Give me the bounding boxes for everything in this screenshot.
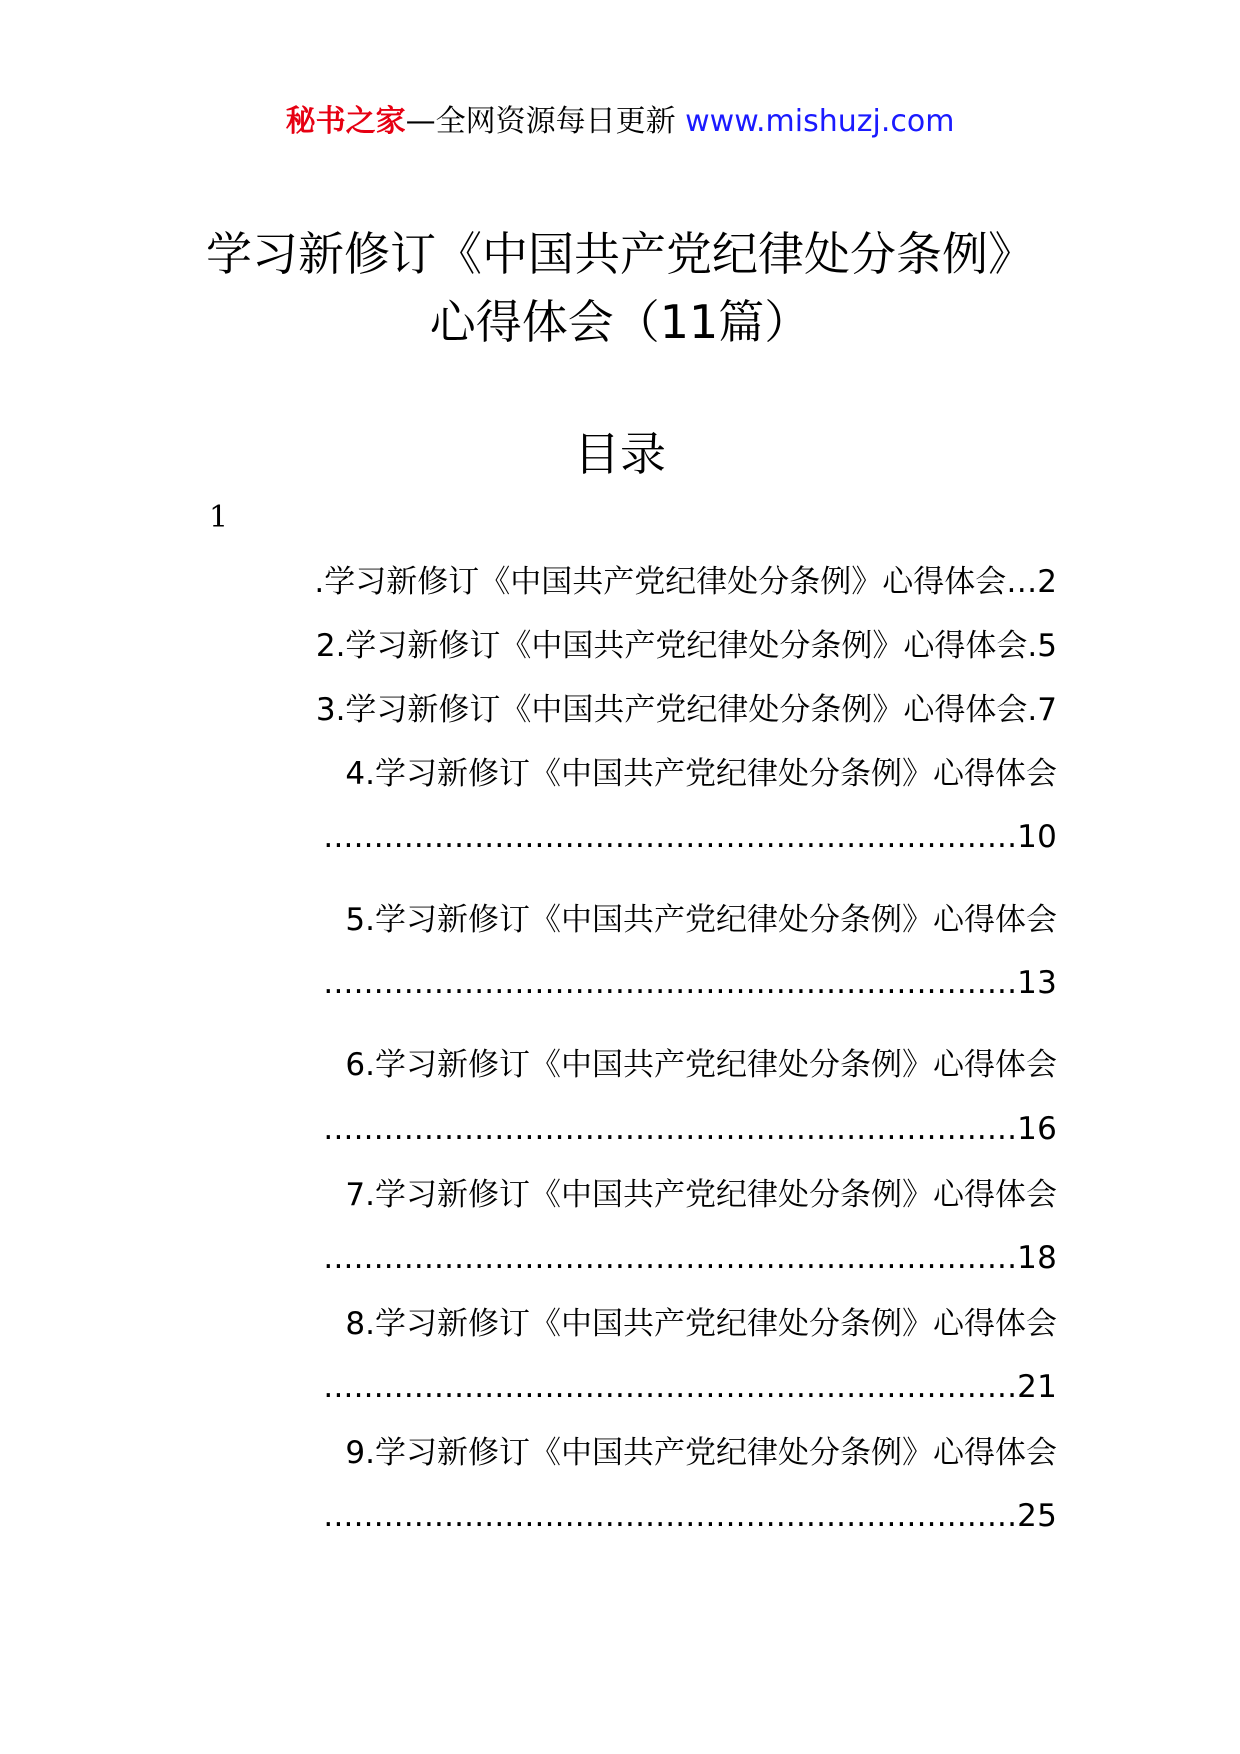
toc-entry-6-page[interactable]: .....................................................................16: [323, 1111, 1057, 1147]
toc-entry-7-title[interactable]: 7.学习新修订《中国共产党纪律处分条例》心得体会: [345, 1177, 1057, 1213]
toc-entry-5-title[interactable]: 5.学习新修订《中国共产党纪律处分条例》心得体会: [345, 902, 1057, 938]
toc-entry-7-page[interactable]: .....................................................................18: [323, 1240, 1057, 1276]
toc-entry-4-title[interactable]: 4.学习新修订《中国共产党纪律处分条例》心得体会: [345, 756, 1057, 792]
document-title-line-1: 学习新修订《中国共产党纪律处分条例》: [206, 227, 1034, 281]
site-brand: 秘书之家: [285, 104, 406, 139]
toc-entry-8-title[interactable]: 8.学习新修订《中国共产党纪律处分条例》心得体会: [345, 1306, 1057, 1342]
toc-entry-5-page[interactable]: .....................................................................13: [323, 965, 1057, 1001]
toc-stray-number: 1: [209, 500, 229, 535]
toc-entry-1[interactable]: .学习新修订《中国共产党纪律处分条例》心得体会…2: [314, 564, 1057, 600]
toc-entry-9-page[interactable]: .....................................................................25: [323, 1498, 1057, 1534]
toc-heading: 目录: [574, 427, 666, 481]
toc-entry-2[interactable]: 2.学习新修订《中国共产党纪律处分条例》心得体会.5: [315, 628, 1057, 664]
site-url-link[interactable]: www.mishuzj.com: [685, 104, 955, 139]
toc-entry-9-title[interactable]: 9.学习新修订《中国共产党纪律处分条例》心得体会: [345, 1435, 1057, 1471]
site-tagline: —全网资源每日更新: [405, 104, 676, 139]
toc-entry-8-page[interactable]: .....................................................................21: [323, 1369, 1057, 1405]
site-header: [0, 102, 1240, 142]
document-title-line-2: 心得体会（11篇）: [429, 295, 811, 349]
toc-entry-4-page[interactable]: .....................................................................10: [323, 819, 1057, 855]
toc-entry-6-title[interactable]: 6.学习新修订《中国共产党纪律处分条例》心得体会: [345, 1047, 1057, 1083]
toc-entry-3[interactable]: 3.学习新修订《中国共产党纪律处分条例》心得体会.7: [315, 692, 1057, 728]
